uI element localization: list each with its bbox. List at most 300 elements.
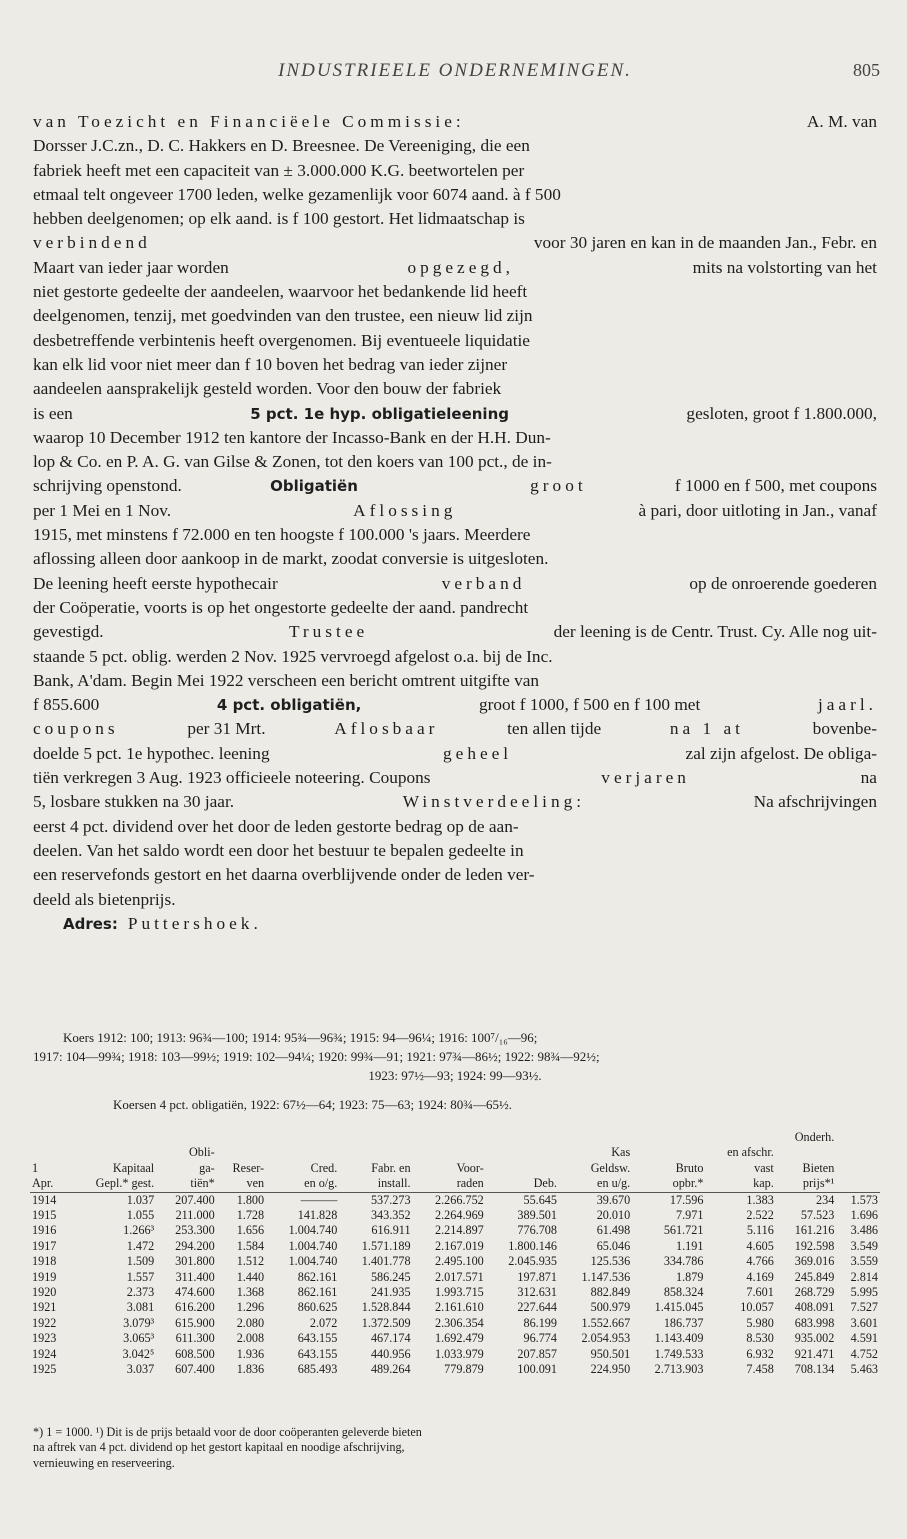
column-header: en u/g. — [559, 1176, 632, 1192]
text-segment: f 1000 en f 500, met coupons — [670, 476, 877, 496]
text-segment: deelgenomen, tenzij, met goedvinden van den trustee, een nieuw lid zijn — [33, 306, 533, 326]
text-segment: per 31 Mrt. — [183, 719, 270, 739]
value-cell: 312.631 — [517, 1285, 557, 1300]
column-header: en afschr. — [727, 1145, 774, 1160]
koers-line: Koers 1912: 100; 1913: 96¾—100; 1914: 95¾—96¾; 1915: 94—96¼; 1916: 100⁷/₁₆—96; — [63, 1030, 538, 1045]
text-segment: Na afschrijvingen — [749, 792, 877, 812]
value-cell: 1.004.740 — [288, 1238, 338, 1253]
value-cell: 3.079³ — [123, 1315, 155, 1330]
value-cell: 5.116 — [746, 1223, 774, 1238]
table-row — [30, 1208, 880, 1223]
text-segment: op de onroerende goederen — [685, 573, 877, 593]
value-cell: 921.471 — [794, 1346, 835, 1361]
value-cell: 2.054.953 — [581, 1331, 631, 1346]
value-cell: 1.836 — [236, 1362, 265, 1377]
value-cell: 3.065³ — [123, 1331, 155, 1346]
year-cell: 1924 — [32, 1346, 57, 1361]
text-line — [33, 110, 877, 134]
value-cell: 1.656 — [236, 1223, 265, 1238]
value-cell: 2.264.969 — [435, 1208, 484, 1223]
value-cell: 245.849 — [794, 1269, 835, 1284]
value-cell: 61.498 — [596, 1223, 631, 1238]
text-segment: etmaal telt ongeveer 1700 leden, welke gezamenlijk voor 6074 aand. à f 500 — [33, 184, 561, 204]
text-segment: Bank, A'dam. Begin Mei 1922 verscheen een bericht omtrent uitgifte van — [33, 670, 540, 690]
text-segment: Aflossing — [353, 500, 457, 520]
value-cell: 1.573 — [850, 1192, 878, 1207]
text-line — [33, 839, 877, 863]
value-cell: 55.645 — [523, 1192, 557, 1207]
table-header-row — [30, 1176, 880, 1192]
value-cell: 1.472 — [126, 1238, 155, 1253]
column-header: Onderh. — [794, 1130, 835, 1144]
column-header: opbr.* — [632, 1176, 705, 1192]
value-cell: 1.401.778 — [361, 1254, 411, 1269]
year-cell: 1920 — [32, 1285, 57, 1300]
table-row — [30, 1300, 880, 1315]
column-header — [30, 1130, 69, 1145]
column-header: Apr. — [30, 1176, 69, 1192]
column-header: Kas — [611, 1145, 631, 1160]
value-cell: 935.002 — [794, 1331, 835, 1346]
value-cell: 294.200 — [175, 1238, 215, 1253]
table-row — [30, 1254, 880, 1269]
value-cell: 4.752 — [850, 1346, 878, 1361]
table-body — [30, 1192, 880, 1377]
column-header — [559, 1130, 632, 1145]
value-cell: 8.530 — [746, 1331, 774, 1346]
text-line — [33, 742, 877, 766]
text-segment: verjaren — [601, 768, 690, 788]
column-header: prijs*¹ — [776, 1176, 837, 1192]
value-cell: 141.828 — [297, 1208, 338, 1223]
value-cell: 1.037 — [126, 1192, 155, 1207]
value-cell: 207.400 — [175, 1192, 215, 1207]
value-cell: ——— — [300, 1192, 338, 1207]
column-header: en o/g. — [266, 1176, 339, 1192]
column-header — [266, 1145, 339, 1160]
value-cell: 3.081 — [126, 1300, 155, 1315]
value-cell: 1.528.844 — [361, 1300, 411, 1315]
text-line — [33, 207, 877, 231]
table-row — [30, 1223, 880, 1238]
value-cell: 197.871 — [517, 1269, 557, 1284]
year-cell: 1915 — [32, 1208, 57, 1223]
column-header: Bruto — [675, 1160, 704, 1175]
value-cell: 5.463 — [850, 1362, 878, 1377]
value-cell: 616.200 — [175, 1300, 215, 1315]
text-segment: doelde 5 pct. 1e hypothec. leening — [33, 743, 274, 763]
column-header — [69, 1145, 156, 1160]
value-cell: 950.501 — [590, 1346, 631, 1361]
value-cell: 125.536 — [590, 1254, 631, 1269]
text-segment: is een — [33, 403, 78, 423]
koers-line: Koersen 4 pct. obligatiën, 1922: 67½—64; 1923: 75—63; 1924: 80¾—65½. — [113, 1097, 512, 1112]
value-cell: 489.264 — [370, 1362, 411, 1377]
column-header — [339, 1130, 412, 1145]
value-cell: 882.849 — [590, 1285, 631, 1300]
text-segment: aflossing alleen door aankoop in de markt, zoodat conversie is uitgesloten. — [33, 549, 549, 569]
text-segment: deeld als bietenprijs. — [33, 889, 176, 909]
value-cell: 1.552.667 — [581, 1315, 631, 1330]
value-cell: 17.596 — [669, 1192, 704, 1207]
text-segment: 5, losbare stukken na 30 jaar. — [33, 792, 239, 812]
value-cell: 1.800.146 — [508, 1238, 557, 1253]
value-cell: 1.509 — [126, 1254, 155, 1269]
value-cell: 161.216 — [794, 1223, 835, 1238]
table-row — [30, 1331, 880, 1346]
value-cell: 253.300 — [175, 1223, 215, 1238]
running-title: INDUSTRIEELE ONDERNEMINGEN. — [278, 60, 632, 81]
text-line — [33, 304, 877, 328]
value-cell: 4.766 — [746, 1254, 774, 1269]
column-header: install. — [339, 1176, 412, 1192]
value-cell: 7.527 — [850, 1300, 878, 1315]
value-cell: 474.600 — [175, 1285, 215, 1300]
table-row — [30, 1192, 880, 1208]
text-line — [33, 280, 877, 304]
value-cell: 1.033.979 — [435, 1346, 484, 1361]
text-segment: niet gestorte gedeelte der aandeelen, waarvoor het bedankende lid heeft — [33, 282, 528, 302]
column-header: Kapitaal — [112, 1160, 155, 1175]
year-cell: 1916 — [32, 1223, 57, 1238]
text-segment: lop & Co. en P. A. G. van Gilse & Zonen, tot den koers van 100 pct., de in- — [33, 452, 552, 472]
value-cell: 389.501 — [517, 1208, 557, 1223]
text-segment: à pari, door uitloting in Jan., vanaf — [634, 500, 877, 520]
text-line — [33, 377, 877, 401]
value-cell: 301.800 — [175, 1254, 215, 1269]
column-header — [836, 1176, 880, 1192]
value-cell: 2.814 — [850, 1269, 878, 1284]
text-line — [33, 402, 877, 426]
value-cell: 369.016 — [794, 1254, 835, 1269]
value-cell: 643.155 — [297, 1346, 338, 1361]
text-segment: desbetreffende verbintenis heeft overgenomen. Bij eventueele liquidatie — [33, 330, 530, 350]
value-cell: 1.147.536 — [581, 1269, 631, 1284]
address-line — [63, 912, 877, 936]
text-segment: tiën verkregen 3 Aug. 1923 officieele noteering. Coupons — [33, 768, 435, 788]
value-cell: 440.956 — [370, 1346, 411, 1361]
value-cell: 241.935 — [370, 1285, 411, 1300]
koers-line: 1923: 97½—93; 1924: 99—93½. — [368, 1068, 542, 1083]
column-header: ven — [217, 1176, 266, 1192]
page-header — [30, 60, 880, 86]
value-cell: 685.493 — [297, 1362, 338, 1377]
column-header: Gepl.* gest. — [69, 1176, 156, 1192]
table-row — [30, 1270, 880, 1285]
text-segment: hebben deelgenomen; op elk aand. is f 100 gestort. Het lidmaatschap is — [33, 209, 525, 229]
text-segment: geheel — [443, 743, 513, 763]
value-cell: 2.522 — [746, 1208, 774, 1223]
value-cell: 39.670 — [596, 1192, 631, 1207]
table-header-row — [30, 1161, 880, 1176]
text-line — [33, 183, 877, 207]
address-label: Adres: — [63, 914, 118, 933]
text-segment: mits na volstorting van het — [688, 257, 877, 277]
text-line — [33, 645, 877, 669]
text-segment: van Toezicht en Financiëele Commissie: — [33, 112, 465, 131]
text-segment: Winstverdeeling: — [402, 792, 586, 812]
text-segment: coupons — [33, 719, 119, 739]
value-cell: 1.266³ — [123, 1223, 155, 1238]
value-cell: 2.713.903 — [654, 1362, 704, 1377]
value-cell: 586.245 — [370, 1269, 411, 1284]
value-cell: 3.549 — [850, 1238, 878, 1253]
value-cell: 3.559 — [850, 1254, 878, 1269]
value-cell: 2.017.571 — [435, 1269, 484, 1284]
value-cell: 2.373 — [126, 1285, 155, 1300]
value-cell: 858.324 — [663, 1285, 704, 1300]
column-header — [413, 1130, 486, 1145]
text-segment: voor 30 jaren en kan in de maanden Jan., Febr. en — [529, 233, 877, 253]
value-cell: 1.584 — [236, 1238, 265, 1253]
value-cell: 1.383 — [746, 1192, 774, 1207]
value-cell: 1.571.189 — [361, 1238, 411, 1253]
value-cell: 334.786 — [663, 1254, 704, 1269]
column-header — [705, 1130, 775, 1145]
column-header — [266, 1130, 339, 1145]
footnote-line: na aftrek van 4 pct. dividend op het gestort kapitaal en noodige afschrijving, — [33, 1440, 405, 1455]
text-segment: gesloten, groot f 1.800.000, — [682, 403, 877, 423]
text-line — [33, 815, 877, 839]
text-segment: Aflosbaar — [334, 719, 439, 739]
value-cell: 2.008 — [236, 1331, 265, 1346]
text-segment: A. M. van — [803, 112, 877, 131]
text-segment: Maart van ieder jaar worden — [33, 257, 234, 277]
value-cell: 1.879 — [676, 1269, 704, 1284]
value-cell: 7.601 — [746, 1285, 774, 1300]
table-header-row — [30, 1145, 880, 1160]
value-cell: 57.523 — [800, 1208, 835, 1223]
value-cell: 1.800 — [236, 1192, 265, 1207]
year-cell: 1925 — [32, 1362, 57, 1377]
column-header — [156, 1130, 217, 1145]
column-header: Deb. — [486, 1176, 559, 1192]
column-header: Obli- — [189, 1145, 215, 1160]
text-line — [33, 717, 877, 741]
value-cell: 268.729 — [794, 1285, 835, 1300]
column-header — [486, 1161, 559, 1176]
table-row — [30, 1239, 880, 1254]
column-header: tiën* — [156, 1176, 217, 1192]
emphasis-text: 4 pct. obligatiën, — [216, 696, 362, 715]
koers-block — [33, 1028, 877, 1114]
text-line — [33, 256, 877, 280]
text-segment: Trustee — [288, 622, 369, 642]
value-cell: 1.993.715 — [435, 1285, 484, 1300]
text-line — [33, 474, 877, 498]
column-header: Fabr. en — [371, 1160, 411, 1175]
text-line — [33, 669, 877, 693]
value-cell: 2.080 — [236, 1315, 265, 1330]
text-segment: der leening is de Centr. Trust. Cy. Alle nog uit- — [549, 622, 877, 642]
column-header: vast — [754, 1160, 774, 1175]
value-cell: 1.512 — [236, 1254, 265, 1269]
value-cell: 862.161 — [297, 1269, 338, 1284]
value-cell: 1.055 — [126, 1208, 155, 1223]
column-header — [836, 1130, 880, 1145]
emphasis-text: Obligatiën — [270, 477, 358, 496]
value-cell: 1.728 — [236, 1208, 265, 1223]
text-segment: per 1 Mei en 1 Nov. — [33, 500, 176, 520]
column-header — [486, 1130, 559, 1145]
value-cell: 1.749.533 — [654, 1346, 704, 1361]
emphasis-text: 5 pct. 1e hyp. obligatieleening — [250, 404, 509, 423]
value-cell: 1.415.045 — [654, 1300, 704, 1315]
text-segment: verband — [441, 573, 526, 593]
value-cell: 186.737 — [663, 1315, 704, 1330]
value-cell: 500.979 — [590, 1300, 631, 1315]
text-segment — [442, 474, 446, 498]
value-cell: 1.191 — [676, 1238, 704, 1253]
value-cell: 1.936 — [236, 1346, 265, 1361]
value-cell: 561.721 — [663, 1223, 704, 1238]
financial-table-wrap — [30, 1130, 880, 1378]
table-row — [30, 1285, 880, 1300]
value-cell: 2.495.100 — [435, 1254, 484, 1269]
column-header: Bieten — [802, 1160, 835, 1175]
table-header — [30, 1130, 880, 1192]
text-line — [33, 450, 877, 474]
text-segment: na — [856, 768, 877, 788]
text-segment: ten allen tijde — [502, 719, 606, 739]
value-cell: 4.169 — [746, 1269, 774, 1284]
value-cell: 2.072 — [309, 1315, 338, 1330]
text-segment: een reservefonds gestort en het daarna overblijvende onder de leden ver- — [33, 865, 535, 885]
value-cell: 3.037 — [126, 1362, 155, 1377]
column-header — [836, 1145, 880, 1160]
text-segment: groot f 1000, f 500 en f 100 met — [474, 695, 705, 715]
year-cell: 1917 — [32, 1238, 57, 1253]
value-cell: 1.696 — [850, 1208, 878, 1223]
value-cell: 4.605 — [746, 1238, 774, 1253]
value-cell: 207.857 — [517, 1346, 557, 1361]
column-header — [413, 1145, 486, 1160]
column-header — [632, 1130, 705, 1145]
value-cell: 708.134 — [794, 1362, 835, 1377]
address-value: Puttershoek. — [127, 913, 262, 933]
column-header — [30, 1145, 69, 1160]
value-cell: 5.980 — [746, 1315, 774, 1330]
financial-table — [30, 1130, 880, 1378]
footnote-line: vernieuwing en reserveering. — [33, 1455, 175, 1470]
text-line — [33, 426, 877, 450]
column-header — [69, 1130, 156, 1145]
column-header: Geldsw. — [590, 1160, 631, 1175]
year-cell: 1922 — [32, 1315, 57, 1330]
value-cell: 3.601 — [850, 1315, 878, 1330]
year-cell: 1914 — [32, 1192, 57, 1207]
text-segment: 1915, met minstens f 72.000 en ten hoogste f 100.000 's jaars. Meerdere — [33, 525, 531, 545]
value-cell: 1.692.479 — [435, 1331, 484, 1346]
column-header — [486, 1145, 559, 1160]
value-cell: 2.167.019 — [435, 1238, 484, 1253]
text-segment: aandeelen aansprakelijk gesteld worden. Voor den bouw der fabriek — [33, 379, 502, 399]
text-line — [33, 596, 877, 620]
column-header: Voor- — [456, 1160, 484, 1175]
value-cell: 96.774 — [523, 1331, 557, 1346]
text-line — [33, 620, 877, 644]
value-cell: 1.368 — [236, 1285, 265, 1300]
text-segment: schrijving openstond. — [33, 476, 187, 496]
text-segment: jaarl. — [817, 695, 877, 715]
value-cell: 1.372.509 — [361, 1315, 411, 1330]
text-line — [33, 693, 877, 717]
value-cell: 224.950 — [590, 1362, 631, 1377]
text-segment: gevestigd. — [33, 622, 108, 642]
text-segment: Dorsser J.C.zn., D. C. Hakkers en D. Breesnee. De Vereeniging, die een — [33, 136, 530, 156]
value-cell: 2.266.752 — [435, 1192, 484, 1207]
value-cell: 211.000 — [175, 1208, 215, 1223]
text-line — [33, 863, 877, 887]
year-cell: 1923 — [32, 1331, 57, 1346]
value-cell: 7.971 — [676, 1208, 704, 1223]
value-cell: 227.644 — [517, 1300, 557, 1315]
footnotes — [33, 1425, 877, 1471]
value-cell: 408.091 — [794, 1300, 835, 1315]
value-cell: 860.625 — [297, 1300, 338, 1315]
value-cell: 616.911 — [371, 1223, 411, 1238]
text-line — [33, 231, 877, 255]
value-cell: 343.352 — [370, 1208, 411, 1223]
value-cell: 1.004.740 — [288, 1223, 338, 1238]
column-header: raden — [413, 1176, 486, 1192]
value-cell: 537.273 — [370, 1192, 411, 1207]
value-cell: 2.306.354 — [435, 1315, 484, 1330]
text-segment: deelen. Van het saldo wordt een door het bestuur te bepalen gedeelte in — [33, 840, 524, 860]
value-cell: 467.174 — [370, 1331, 411, 1346]
value-cell: 4.591 — [850, 1331, 878, 1346]
column-header: ga- — [199, 1160, 215, 1175]
value-cell: 779.879 — [444, 1362, 484, 1377]
text-segment: De leening heeft eerste hypothecair — [33, 573, 283, 593]
text-segment: bovenbe- — [808, 719, 877, 739]
value-cell: 100.091 — [517, 1362, 557, 1377]
value-cell: 7.458 — [746, 1362, 774, 1377]
value-cell: 20.010 — [596, 1208, 631, 1223]
value-cell: 2.161.610 — [435, 1300, 484, 1315]
koers-line: 1917: 104—99¾; 1918: 103—99½; 1919: 102—94¼; 1920: 99¾—91; 1921: 97¾—86½; 1922: 98¾—92½; — [33, 1049, 600, 1064]
text-line — [33, 523, 877, 547]
column-header — [632, 1145, 705, 1160]
text-line — [33, 159, 877, 183]
footnote-line: *) 1 = 1000. ¹) Dit is de prijs betaald voor de door coöperanten geleverde bieten — [33, 1425, 422, 1439]
value-cell: 683.998 — [794, 1315, 835, 1330]
value-cell: 1.440 — [236, 1269, 265, 1284]
text-line — [33, 499, 877, 523]
table-row — [30, 1362, 880, 1377]
year-cell: 1919 — [32, 1269, 57, 1284]
column-header — [776, 1145, 837, 1160]
text-segment: waarop 10 December 1912 ten kantore der Incasso-Bank en der H.H. Dun- — [33, 427, 551, 447]
text-line — [33, 134, 877, 158]
value-cell: 607.400 — [175, 1362, 215, 1377]
text-line — [33, 353, 877, 377]
text-line — [33, 572, 877, 596]
value-cell: 2.045.935 — [508, 1254, 557, 1269]
value-cell: 86.199 — [523, 1315, 557, 1330]
text-line — [33, 547, 877, 571]
text-segment: kan elk lid voor niet meer dan f 10 boven het bedrag van ieder zijner — [33, 354, 508, 374]
text-segment: verbindend — [33, 233, 151, 253]
value-cell: 643.155 — [297, 1331, 338, 1346]
value-cell: 862.161 — [297, 1285, 338, 1300]
value-cell: 611.300 — [175, 1331, 215, 1346]
value-cell: 192.598 — [794, 1238, 835, 1253]
value-cell: 311.400 — [175, 1269, 215, 1284]
text-line — [33, 888, 877, 912]
table-row — [30, 1347, 880, 1362]
table-header-row — [30, 1130, 880, 1145]
